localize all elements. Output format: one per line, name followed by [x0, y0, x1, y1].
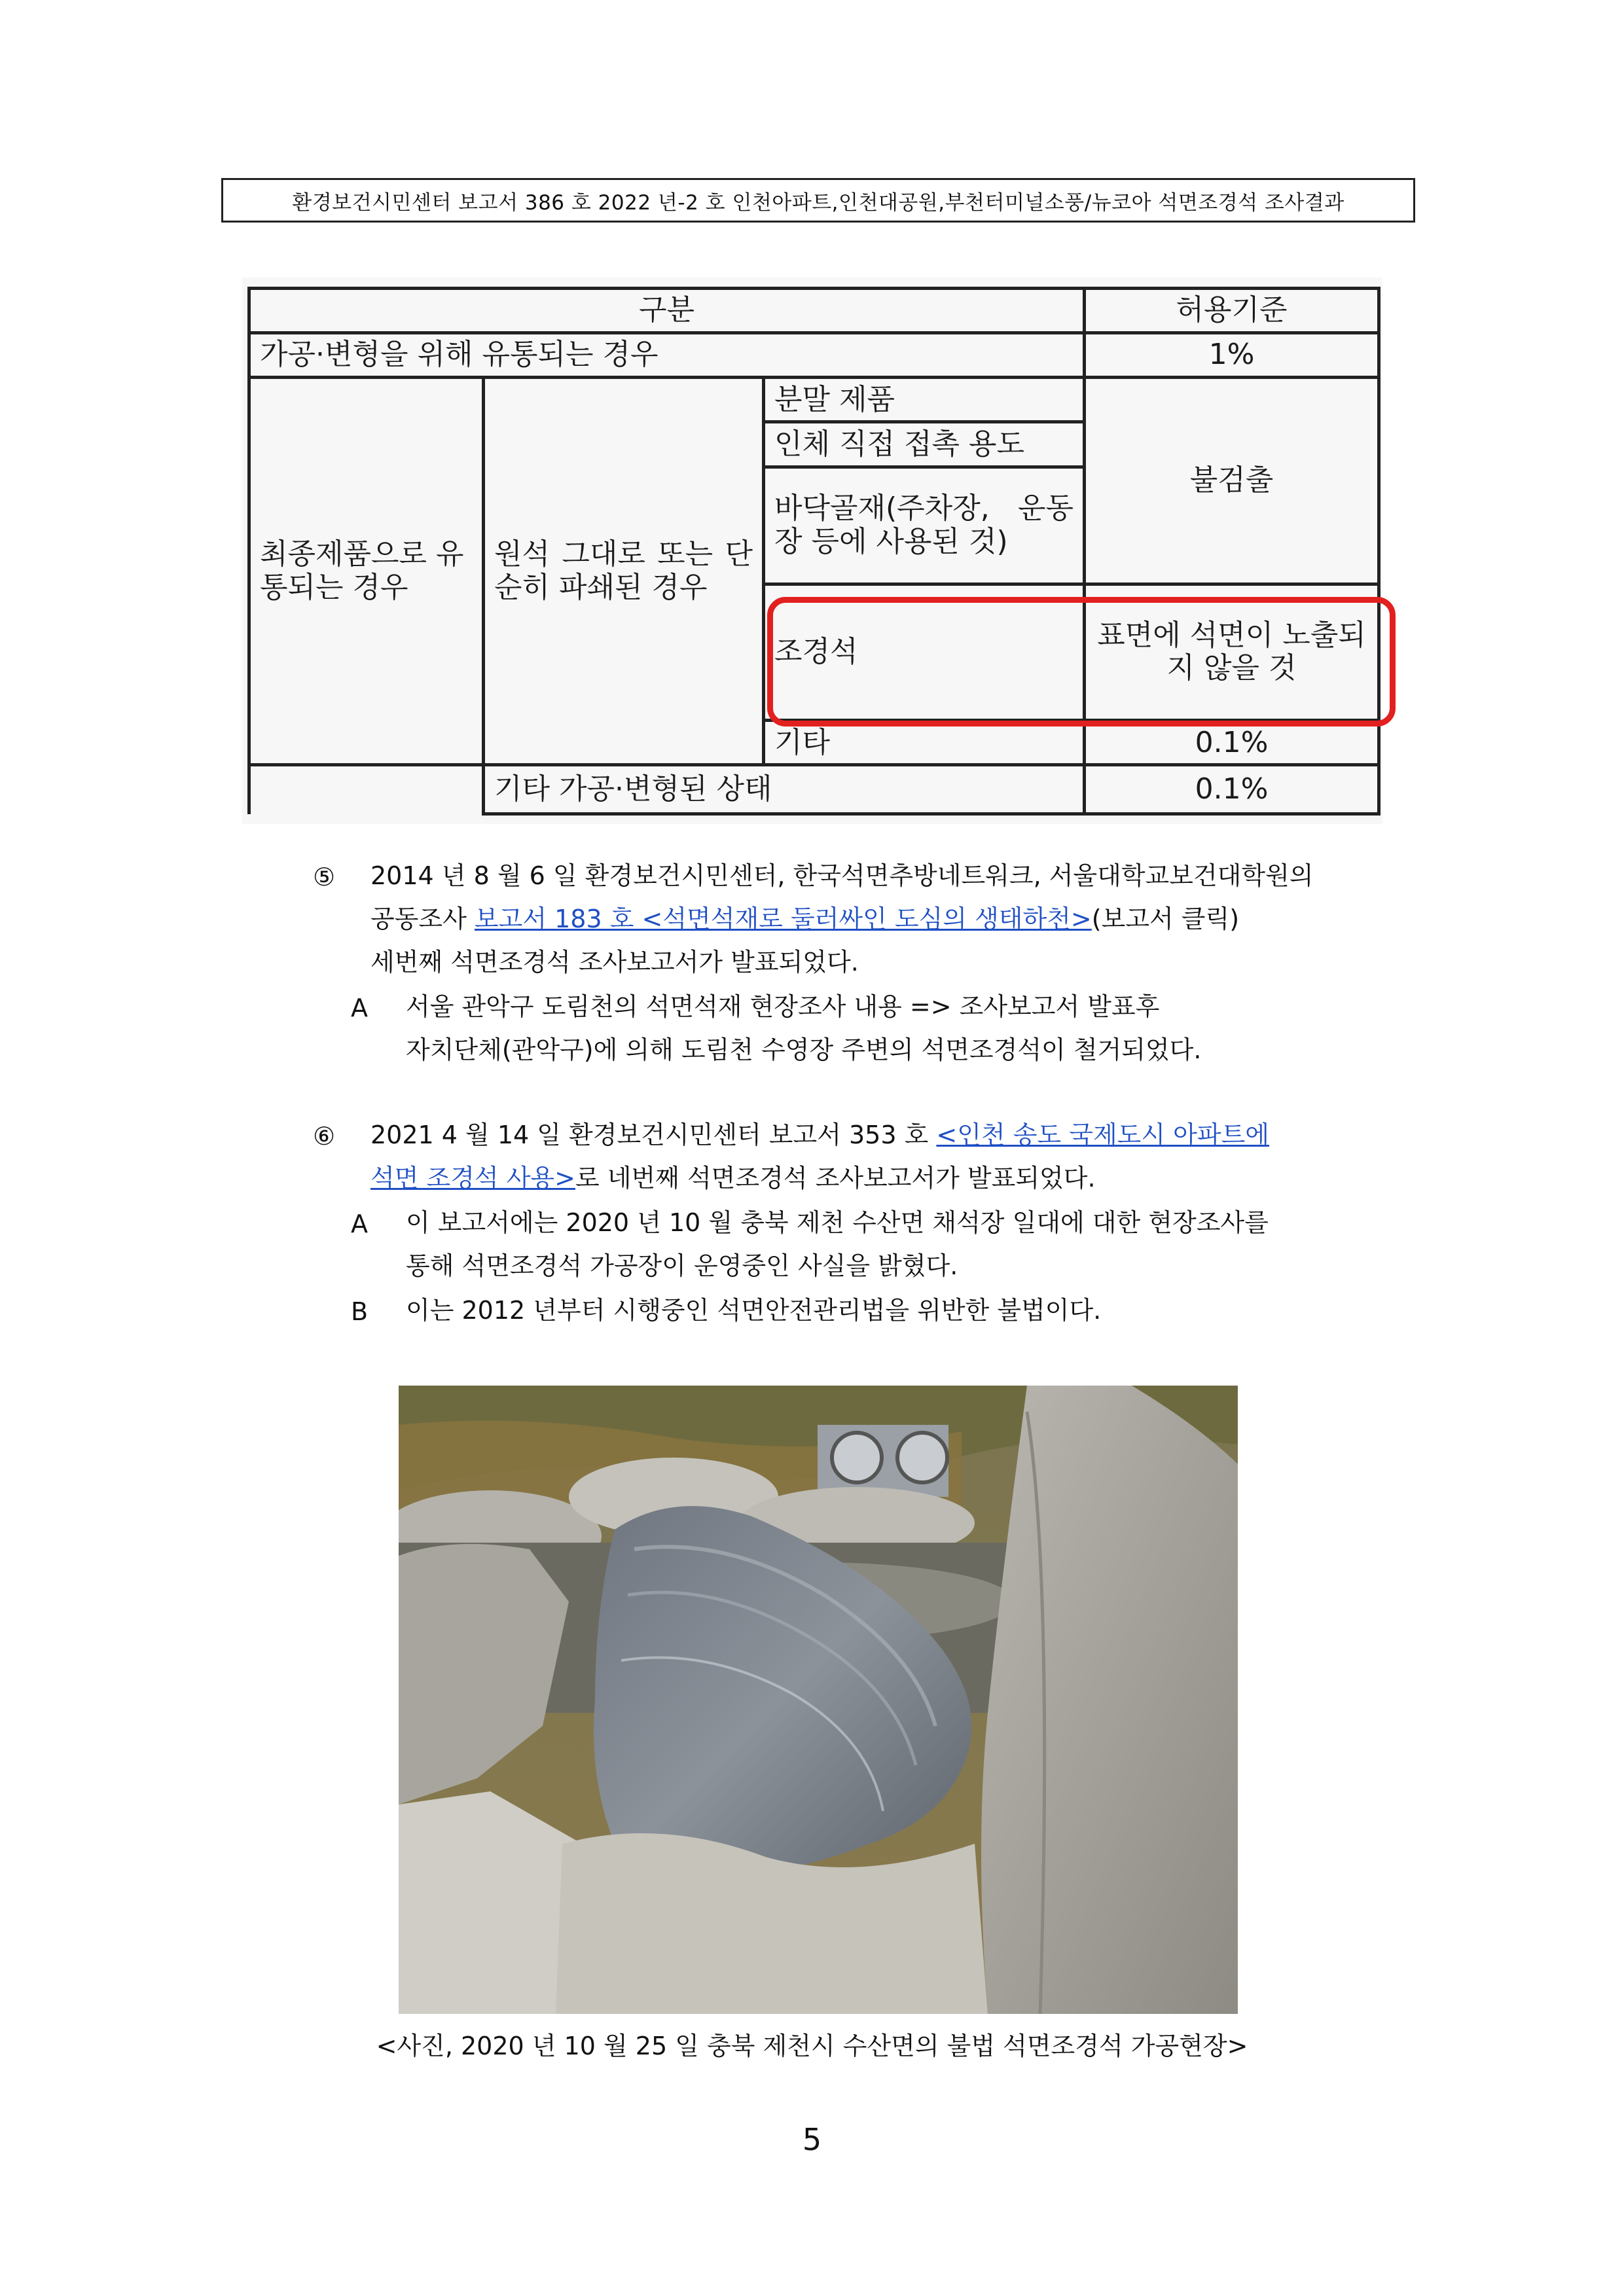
table-not-detected: 불검출 — [1085, 378, 1379, 584]
table-contact: 인체 직접 접촉 용도 — [764, 422, 1085, 467]
page-number: 5 — [802, 2122, 822, 2157]
item6-line1 — [370, 1113, 1269, 1157]
item5-marker: ⑤ — [313, 863, 336, 891]
report-353-link-part1[interactable]: <인천 송도 국제도시 아파트에 — [936, 1121, 1269, 1149]
item5-subA-label: A — [351, 994, 368, 1022]
item5-line3: 세번째 석면조경석 조사보고서가 발표되었다. — [370, 948, 859, 977]
item6-subB-line1: 이는 2012 년부터 시행중인 석면안전관리법을 위반한 불법이다. — [406, 1296, 1102, 1325]
item6-subA-line1: 이 보고서에는 2020 년 10 월 충북 제천 수산면 채석장 일대에 대한 현장조사를 — [406, 1208, 1269, 1237]
item6-line2-suffix: 로 네번째 석면조경석 조사보고서가 발표되었다. — [575, 1164, 1096, 1193]
quarry-photo-illustration — [399, 1386, 1238, 2014]
report-183-link[interactable]: 보고서 183 호 <석면석재로 둘러싸인 도심의 생태하천> — [474, 905, 1092, 933]
item5-line2-suffix: (보고서 클릭) — [1091, 905, 1240, 933]
table-flooring: 바닥골재(주차장, 운동장 등에 사용된 것) — [764, 467, 1085, 584]
table-landscape-stone: 조경석 — [764, 584, 1085, 721]
item5-line2 — [370, 897, 1239, 941]
report-353-link-part2[interactable]: 석면 조경석 사용> — [370, 1164, 575, 1193]
table-row-processing-label: 가공·변형을 위해 유통되는 경우 — [249, 333, 1085, 378]
item5-subA-line1: 서울 관악구 도림천의 석면석재 현장조사 내용 => 조사보고서 발표후 — [406, 992, 1160, 1021]
item6-subA-line2: 통해 석면조경석 가공장이 운영중인 사실을 밝혔다. — [406, 1251, 958, 1280]
table-other-processed-value: 0.1% — [1085, 765, 1379, 814]
asbestos-standard-table — [247, 287, 1380, 816]
table-other: 기타 — [764, 721, 1085, 765]
item5-subA-line2: 자치단체(관악구)에 의해 도림천 수영장 주변의 석면조경석이 철거되었다. — [406, 1035, 1202, 1064]
quarry-photo — [399, 1386, 1238, 2014]
table-head-standard: 허용기준 — [1085, 289, 1379, 333]
table-head-category: 구분 — [249, 289, 1085, 333]
item5-line1: 2014 년 8 월 6 일 환경보건시민센터, 한국석면추방네트워크, 서울대학교보건대학원의 — [370, 861, 1314, 890]
item6-line2 — [370, 1157, 1096, 1200]
running-header: 환경보건시민센터 보고서 386 호 2022 년-2 호 인천아파트,인천대공원,부천터미널소풍/뉴코아 석면조경석 조사결과 — [221, 178, 1415, 223]
table-other-processed: 기타 가공·변형된 상태 — [484, 765, 1085, 814]
table-powder: 분말 제품 — [764, 378, 1085, 422]
table-final-product-label: 최종제품으로 유통되는 경우 — [249, 378, 484, 765]
item5-line2-prefix: 공동조사 — [370, 905, 475, 933]
table-other-value: 0.1% — [1085, 721, 1379, 765]
photo-caption: <사진, 2020 년 10 월 25 일 충북 제천시 수산면의 불법 석면조경석 가공현장> — [376, 2032, 1248, 2060]
table-raw-stone-label: 원석 그대로 또는 단순히 파쇄된 경우 — [484, 378, 764, 765]
table-row-processing-value: 1% — [1085, 333, 1379, 378]
item6-subB-label: B — [351, 1297, 369, 1326]
table-landscape-standard: 표면에 석면이 노출되지 않을 것 — [1085, 584, 1379, 721]
item6-line1-prefix: 2021 4 월 14 일 환경보건시민센터 보고서 353 호 — [370, 1121, 937, 1149]
highlight-red-box — [767, 597, 1396, 726]
asbestos-standard-table-image — [242, 278, 1382, 824]
item6-marker: ⑥ — [313, 1122, 336, 1151]
item6-subA-label: A — [351, 1210, 368, 1238]
